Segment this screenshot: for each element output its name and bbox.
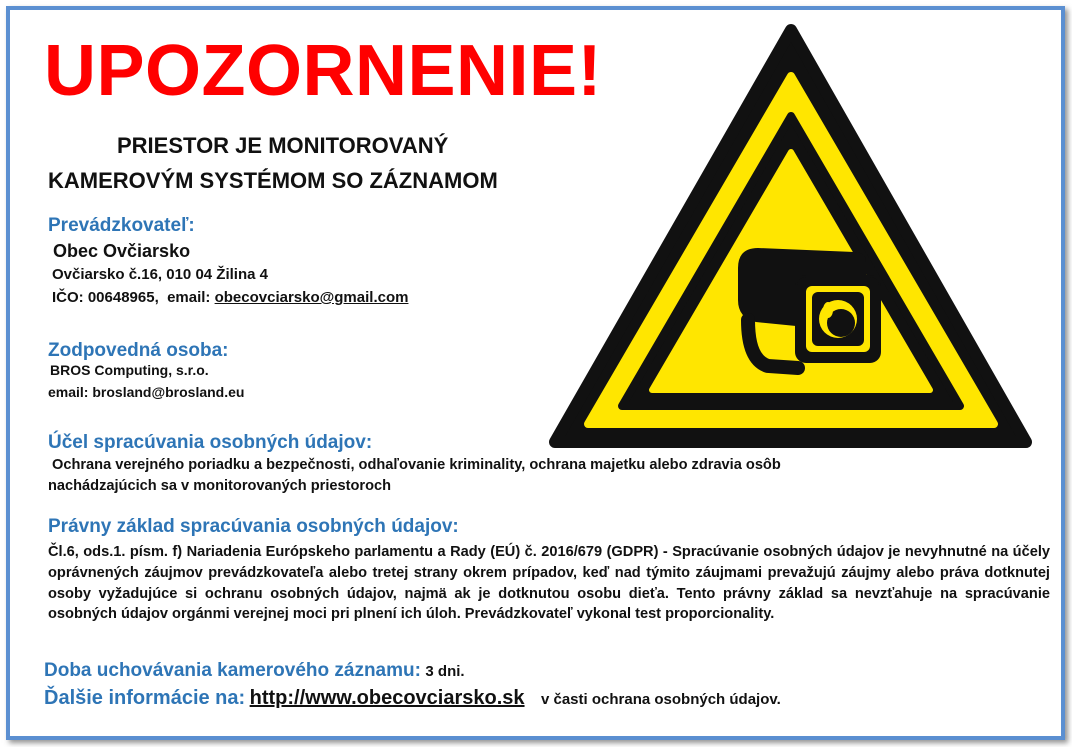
operator-contact bbox=[52, 289, 408, 306]
retention-row bbox=[44, 660, 465, 682]
responsible-heading: Zodpovedná osoba: bbox=[48, 340, 229, 361]
cctv-warning-sign-icon bbox=[548, 20, 1033, 450]
more-info-row bbox=[44, 687, 781, 710]
operator-ico: IČO: 00648965, email: bbox=[52, 289, 215, 306]
purpose-heading: Účel spracúvania osobných údajov: bbox=[48, 432, 373, 453]
website-link[interactable]: http://www.obecovciarsko.sk bbox=[249, 687, 525, 709]
subtitle-line-1: PRIESTOR JE MONITOROVANÝ bbox=[117, 133, 449, 158]
purpose-line-1: Ochrana verejného poriadku a bezpečnosti, odhaľovanie kriminality, ochrana majetku alebo zdravia osôb bbox=[52, 457, 781, 473]
purpose-line-2: nachádzajúcich sa v monitorovaných priestoroch bbox=[48, 478, 392, 494]
operator-name: Obec Ovčiarsko bbox=[53, 241, 191, 261]
more-info-suffix: v časti ochrana osobných údajov. bbox=[540, 691, 781, 708]
operator-email-link[interactable]: obecovciarsko@gmail.com bbox=[214, 289, 409, 306]
subtitle-line-2: KAMEROVÝM SYSTÉMOM SO ZÁZNAMOM bbox=[48, 168, 498, 193]
legal-text: Čl.6, ods.1. písm. f) Nariadenia Európskeho parlamentu a Rady (EÚ) č. 2016/679 (GDPR) - Spracúvanie osobných údajov je nevyhnutné na účely oprávnených záujmov prevádzkovateľa alebo tretej strany okrem prípadov, keď nad týmito záujmami prevažujú záujmy alebo práva dotknutej osoby vyžadujúce si ochranu osobných údajov, najmä ak je dotknutou osobu dieťa. Tento právny základ sa nevzťahuje na spracúvanie osobných údajov orgánmi verejnej moci pri plnení ich úloh. Prevádzkovateľ vykonal test proporcionality. bbox=[48, 544, 1050, 623]
retention-value: 3 dni. bbox=[425, 663, 465, 680]
responsible-company: BROS Computing, s.r.o. bbox=[50, 362, 209, 378]
legal-heading: Právny základ spracúvania osobných údajov: bbox=[48, 516, 459, 537]
retention-label: Doba uchovávania kamerového záznamu: bbox=[44, 660, 421, 681]
operator-address: Ovčiarsko č.16, 010 04 Žilina 4 bbox=[52, 266, 268, 283]
page-title: UPOZORNENIE! bbox=[44, 31, 603, 111]
responsible-email: email: brosland@brosland.eu bbox=[48, 384, 245, 400]
operator-heading: Prevádzkovateľ: bbox=[48, 215, 195, 236]
more-info-label: Ďalšie informácie na: bbox=[44, 687, 246, 709]
